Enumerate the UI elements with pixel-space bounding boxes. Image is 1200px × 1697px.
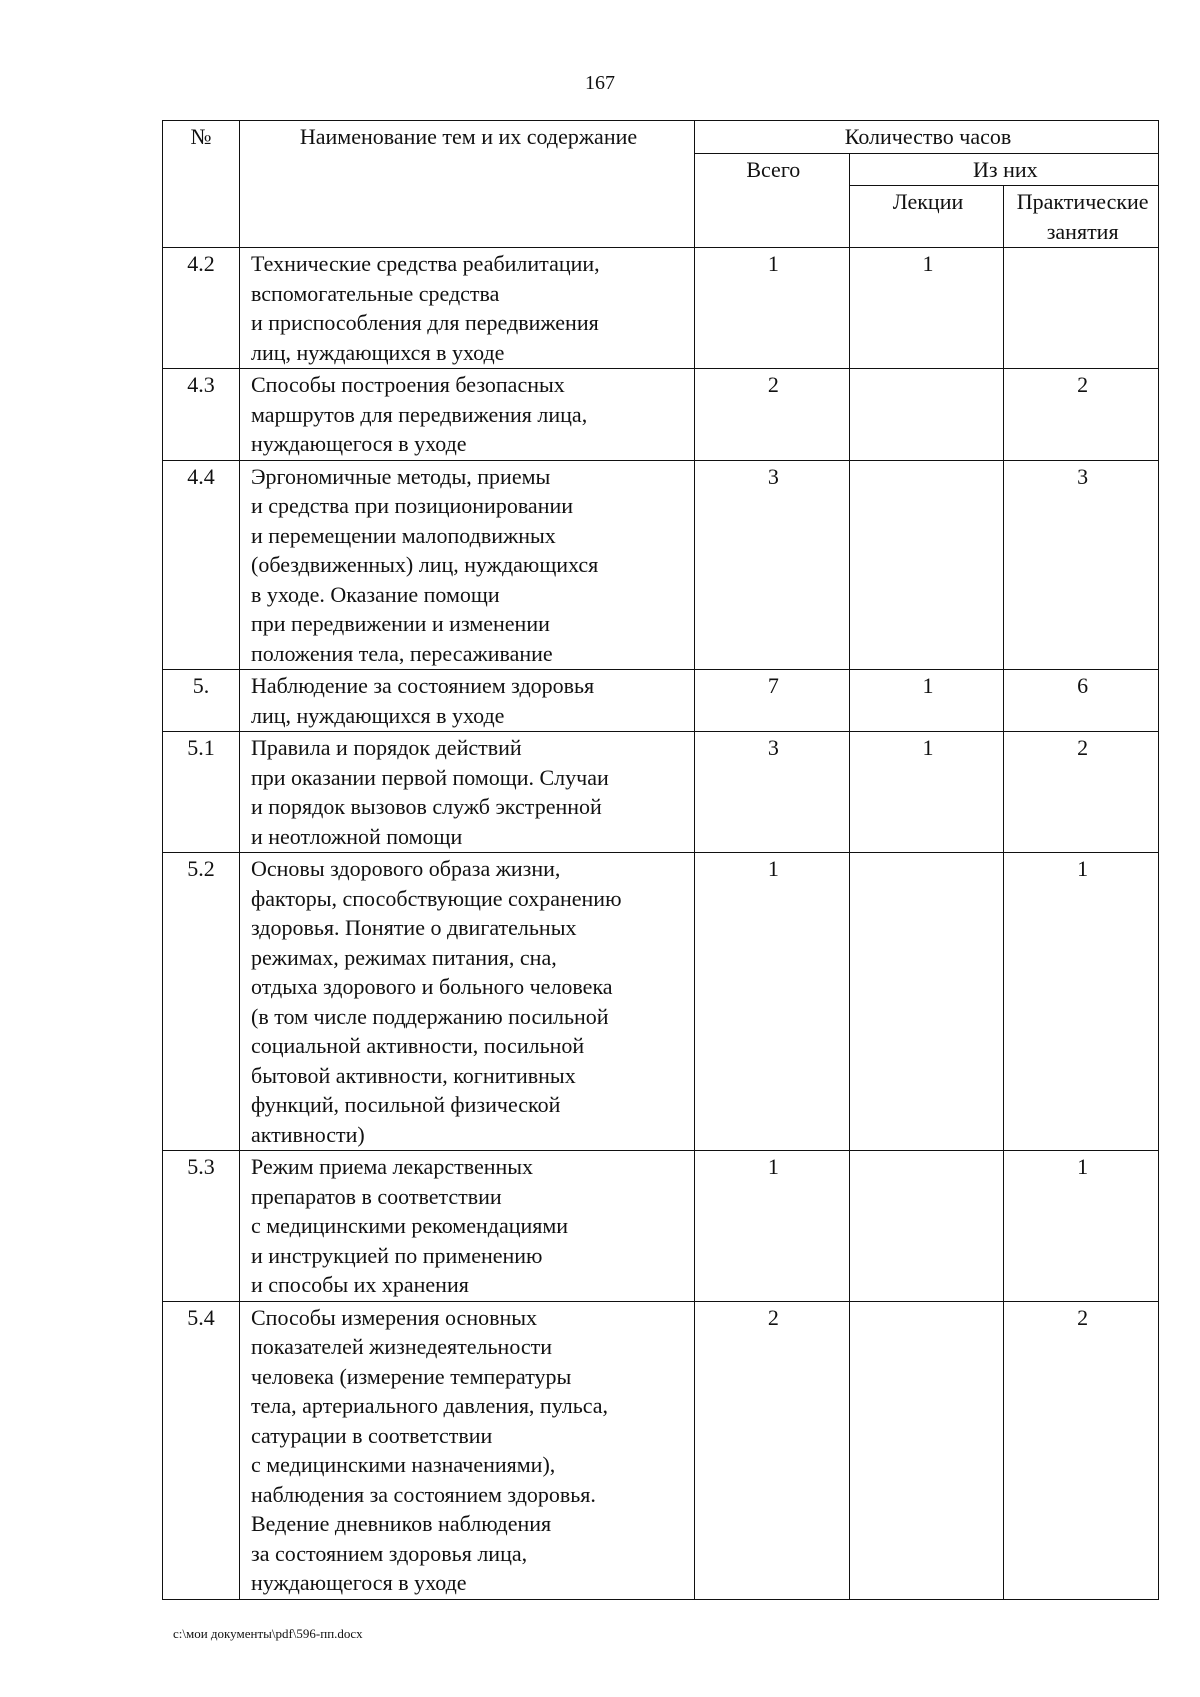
row-total-hours: 1 [695, 1151, 850, 1302]
row-practical-hours: 1 [1004, 1151, 1159, 1302]
row-number: 4.2 [163, 248, 240, 369]
header-practical: Практические занятия [1004, 186, 1159, 248]
row-total-hours: 7 [695, 670, 850, 732]
header-number: № [163, 121, 240, 248]
row-practical-hours: 2 [1004, 732, 1159, 853]
header-hours: Количество часов [695, 121, 1159, 154]
row-total-hours: 2 [695, 1301, 850, 1599]
row-title: Эргономичные методы, приемы и средства при позиционировании и перемещении малоподвижных (обездвиженных) лиц, нуждающихся в уходе. Оказание помощи при передвижении и изменении положения тела, пересаживание [240, 460, 695, 670]
table-row [163, 460, 1159, 670]
row-practical-hours [1004, 248, 1159, 369]
row-practical-hours: 2 [1004, 369, 1159, 461]
row-lecture-hours: 1 [849, 248, 1004, 369]
header-of-which: Из них [849, 153, 1158, 186]
row-lecture-hours: 1 [849, 732, 1004, 853]
row-practical-hours: 3 [1004, 460, 1159, 670]
row-title: Способы построения безопасных маршрутов для передвижения лица, нуждающегося в уходе [240, 369, 695, 461]
row-lecture-hours [849, 853, 1004, 1151]
row-lecture-hours: 1 [849, 670, 1004, 732]
header-lectures: Лекции [849, 186, 1004, 248]
row-total-hours: 3 [695, 460, 850, 670]
row-title: Режим приема лекарственных препаратов в соответствии с медицинскими рекомендациями и инструкцией по применению и способы их хранения [240, 1151, 695, 1302]
table-row [163, 1301, 1159, 1599]
row-number: 5.2 [163, 853, 240, 1151]
table-row [163, 670, 1159, 732]
row-number: 5.1 [163, 732, 240, 853]
row-practical-hours: 2 [1004, 1301, 1159, 1599]
header-title: Наименование тем и их содержание [240, 121, 695, 248]
row-lecture-hours [849, 369, 1004, 461]
table-row [163, 1151, 1159, 1302]
row-title: Наблюдение за состоянием здоровья лиц, нуждающихся в уходе [240, 670, 695, 732]
curriculum-table [162, 120, 1159, 1600]
table-header [163, 121, 1159, 248]
row-total-hours: 1 [695, 853, 850, 1151]
header-total: Всего [695, 153, 850, 248]
row-title: Способы измерения основных показателей жизнедеятельности человека (измерение температуры тела, артериального давления, пульса, сатурации в соответствии с медицинскими назначениями), наблюдения за состоянием здоровья. Ведение дневников наблюдения за состоянием здоровья лица, нуждающегося в уходе [240, 1301, 695, 1599]
row-lecture-hours [849, 460, 1004, 670]
row-lecture-hours [849, 1151, 1004, 1302]
row-number: 5. [163, 670, 240, 732]
row-number: 5.3 [163, 1151, 240, 1302]
row-total-hours: 3 [695, 732, 850, 853]
row-total-hours: 1 [695, 248, 850, 369]
row-practical-hours: 6 [1004, 670, 1159, 732]
row-practical-hours: 1 [1004, 853, 1159, 1151]
table-row [163, 732, 1159, 853]
table-row [163, 248, 1159, 369]
page-number: 167 [585, 72, 615, 94]
row-number: 5.4 [163, 1301, 240, 1599]
row-title: Правила и порядок действий при оказании первой помощи. Случаи и порядок вызовов служб экстренной и неотложной помощи [240, 732, 695, 853]
table-body [163, 248, 1159, 1600]
row-total-hours: 2 [695, 369, 850, 461]
row-title: Технические средства реабилитации, вспомогательные средства и приспособления для передвижения лиц, нуждающихся в уходе [240, 248, 695, 369]
row-number: 4.3 [163, 369, 240, 461]
table-row [163, 853, 1159, 1151]
footer-file-path: c:\мои документы\pdf\596-пп.docx [173, 1626, 363, 1641]
table-row [163, 369, 1159, 461]
row-number: 4.4 [163, 460, 240, 670]
row-lecture-hours [849, 1301, 1004, 1599]
row-title: Основы здорового образа жизни, факторы, способствующие сохранению здоровья. Понятие о двигательных режимах, режимах питания, сна, отдыха здорового и больного человека (в том числе поддержанию посильной социальной активности, посильной бытовой активности, когнитивных функций, посильной физической активности) [240, 853, 695, 1151]
